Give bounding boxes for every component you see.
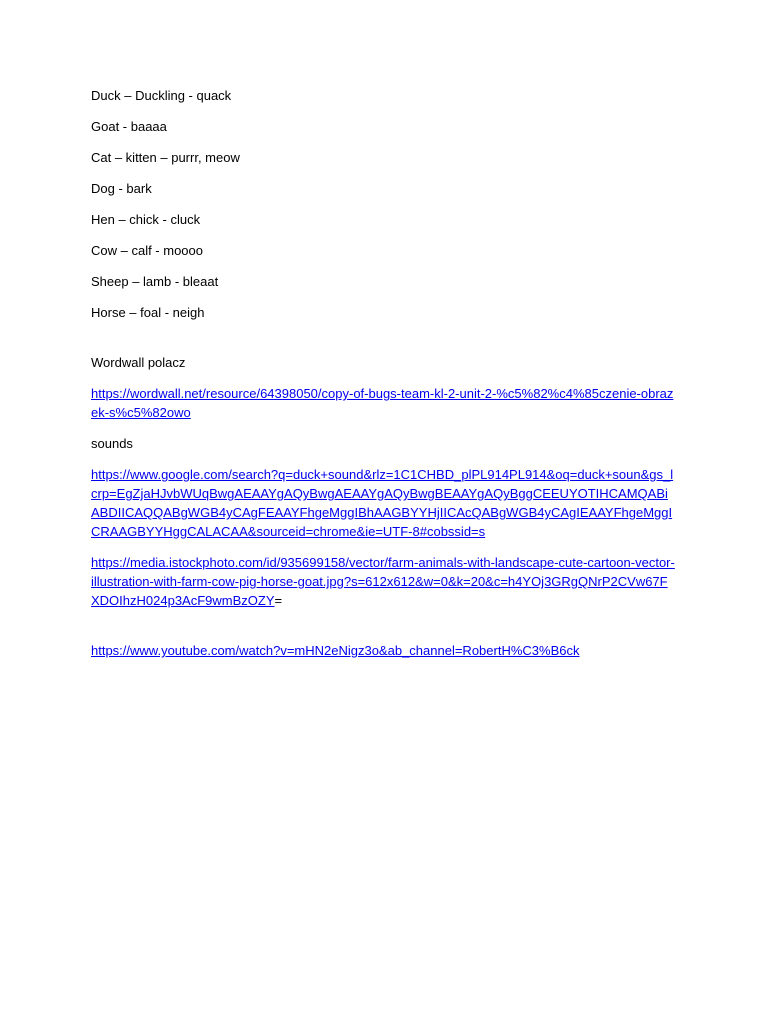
google-paragraph	[91, 465, 676, 541]
wordwall-heading: Wordwall polacz	[91, 355, 186, 370]
animal-line-goat: Goat - baaaa	[91, 119, 167, 134]
animal-line-duck: Duck – Duckling - quack	[91, 88, 232, 103]
sounds-heading: sounds	[91, 436, 133, 451]
google-search-link[interactable]: https://www.google.com/search?q=duck+sound&rlz=1C1CHBD_plPL914PL914&oq=duck+soun&gs_lcrp=EgZjaHJvbWUqBwgAEAAYgAQyBwgAEAAYgAQyBwgBEAAYgAQyBggCEEUYOTIHCAMQABiABDIICAQQABgWGB4yCAgFEAAYFhgeMggIBhAAGBYYHjIICAcQABgWGB4yCAgIEAAYFhgeMggICRAAGBYYHggCALACAA&sourceid=chrome&ie=UTF-8#cobssid=s	[91, 467, 674, 539]
animal-line-dog: Dog - bark	[91, 181, 152, 196]
animal-line-cat: Cat – kitten – purrr, meow	[91, 150, 240, 165]
blank-line	[91, 334, 676, 353]
wordwall-paragraph	[91, 384, 676, 422]
youtube-paragraph	[91, 641, 676, 660]
animal-line-sheep: Sheep – lamb - bleaat	[91, 274, 219, 289]
youtube-link[interactable]: https://www.youtube.com/watch?v=mHN2eNigz3o&ab_channel=RobertH%C3%B6ck	[91, 643, 580, 658]
istock-paragraph	[91, 553, 676, 610]
document-page	[91, 86, 676, 672]
istock-suffix: =	[274, 593, 283, 608]
istock-image-link[interactable]: https://media.istockphoto.com/id/935699158/vector/farm-animals-with-landscape-cute-cartoon-vector-illustration-with-farm-cow-pig-horse-goat.jpg?s=612x612&w=0&k=20&c=h4YOj3GRgQNrP2CVw67FXDOIhzH024p3AcF9wmBzOZY	[91, 555, 675, 608]
animal-line-hen: Hen – chick - cluck	[91, 212, 201, 227]
animal-line-cow: Cow – calf - moooo	[91, 243, 203, 258]
wordwall-link[interactable]: https://wordwall.net/resource/64398050/copy-of-bugs-team-kl-2-unit-2-%c5%82%c4%85czenie-obrazek-s%c5%82owo	[91, 386, 674, 420]
blank-line	[91, 622, 676, 641]
animal-line-horse: Horse – foal - neigh	[91, 305, 205, 320]
